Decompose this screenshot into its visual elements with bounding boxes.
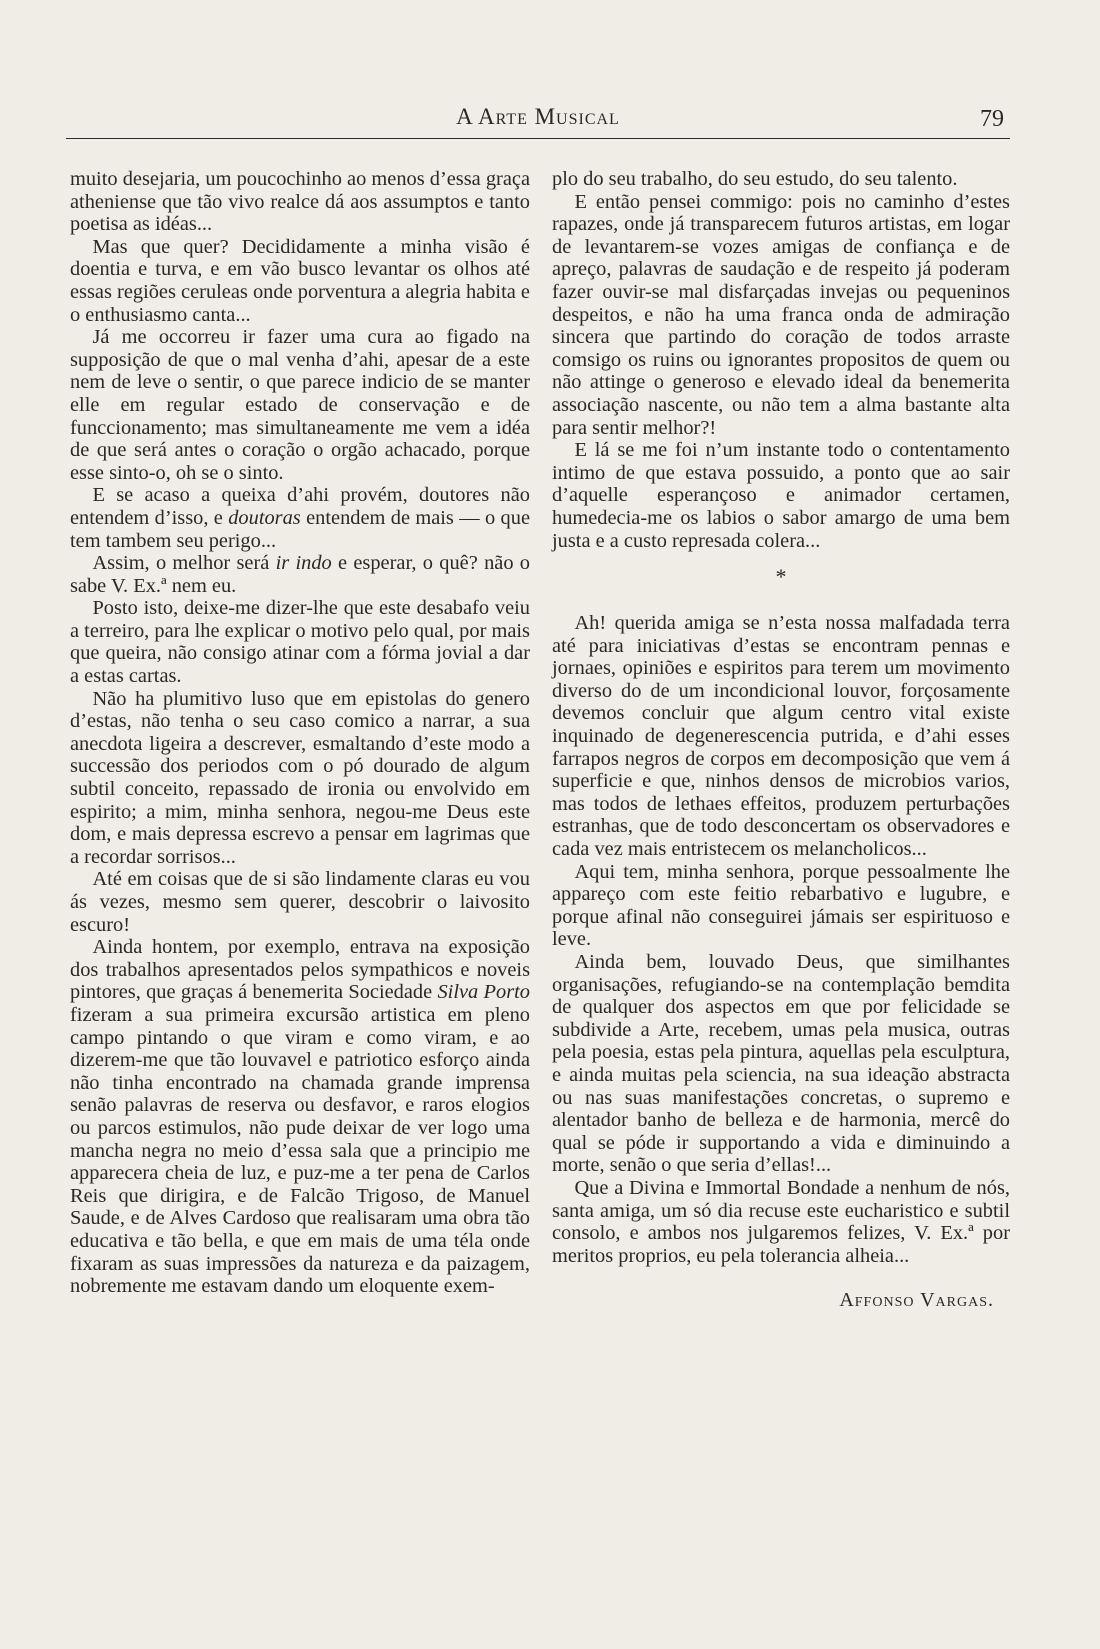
italic-text: doutoras	[228, 506, 301, 529]
author-signature: Affonso Vargas.	[839, 1289, 994, 1312]
left-column	[70, 168, 530, 1298]
paragraph: Até em coisas que de si são lindamente claras eu vou ás vezes, mesmo sem querer, descobrir o laivosito escuro!	[70, 868, 530, 936]
running-title: A Arte Musical	[456, 104, 620, 129]
paragraph: Já me occorreu ir fazer uma cura ao figado na supposição de que o mal venha d’ahi, apesar de a este nem de leve o sentir, o que parece indicio de se manter elle em regular estado de conservação e de funccionamento; mas simultaneamente me vem a idéa de que será antes o coração o orgão achacado, porque esse sinto-o, oh se o sinto.	[70, 326, 530, 484]
page-number: 79	[980, 106, 1004, 132]
paragraph: Ainda bem, louvado Deus, que similhantes organisações, refugiando-se na contemplação bemdita de qualquer dos aspectos em que por felicidade se subdivide a Arte, recebem, umas pela musica, outras pela poesia, estas pela pintura, aquellas pela esculptura, e ainda muitas pela sciencia, na sua ideação abstracta ou nas suas manifestações concretas, o supremo e alentador banho de belleza e de harmonia, mercê do qual se póde ir supportando a vida e diminuindo a morte, senão o que seria d’ellas!...	[552, 951, 1010, 1177]
paragraph: Ah! querida amiga se n’esta nossa malfadada terra até para iniciativas d’estas se encontram pennas e jornaes, opiniões e espiritos para terem um movimento diverso do de um incondicional louvor, forçosamente devemos concluir que algum centro vital existe inquinado de degenerescencia putrida, e d’ahi esses farrapos negros de corpos em decomposição que vem á superficie e que, ninhos densos de microbios varios, mas todos de lethaes effeitos, produzem perturbações estranhas, que de todo desconcertam os observadores e cada vez mais entristecem os melancholicos...	[552, 612, 1010, 861]
paragraph: E lá se me foi n’um instante todo o contentamento intimo de que estava possuido, a ponto que ao sair d’aquelle esperançoso e animador certamen, humedecia-me os labios o sabor amargo de uma bem justa e a custo represada colera...	[552, 439, 1010, 552]
paragraph: Aqui tem, minha senhora, porque pessoalmente lhe appareço com este feitio rebarbativo e lugubre, e porque afinal não conseguirei jámais ser espirituoso e leve.	[552, 860, 1010, 951]
paragraph	[70, 484, 530, 552]
running-header	[66, 98, 1010, 139]
paragraph: plo do seu trabalho, do seu estudo, do seu talento.	[552, 168, 958, 190]
paragraph: Posto isto, deixe-me dizer-lhe que este desabafo veiu a terreiro, para lhe explicar o motivo pelo qual, por mais que queira, não consigo atinar com a fórma jovial a dar a estas cartas.	[70, 597, 530, 688]
section-separator-asterisk: *	[775, 564, 787, 590]
right-column	[552, 168, 1010, 1312]
paragraph: Mas que quer? Decididamente a minha visão é doentia e turva, e em vão busco levantar os olhos até essas regiões ceruleas onde porventura a alegria habita e o enthusiasmo canta...	[70, 235, 530, 326]
text-run: E se acaso a queixa d’ahi provém, doutores não entendem d’isso, e	[70, 484, 530, 529]
text-run: e esperar, o quê? não o sabe V. Ex.ª nem eu.	[70, 552, 531, 597]
paragraph: muito desejaria, um poucochinho ao menos d’essa graça atheniense que tão vivo realce dá aos assumptos e tanto poetisa as idéas...	[70, 168, 530, 236]
text-run: Assim, o melhor será	[92, 552, 276, 575]
italic-text: ir indo	[275, 552, 332, 575]
paragraph: E então pensei commigo: pois no caminho d’estes rapazes, onde já transparecem futuros artistas, em logar de levantarem-se vozes amigas de confiança e de apreço, palavras de saudação e de respeito já poderam fazer ouvir-se mal disfarçadas invejas ou pequeninos despeitos, e não ha uma franca onda de admiração sincera que partindo do coração de todos arraste comsigo os ruins ou ignorantes propositos de quem ou não attinge o generoso e elevado ideal da benemerita associação nascente, ou não tem a alma bastante alta para sentir melhor?!	[552, 190, 1010, 439]
text-run: fizeram a sua primeira excursão artistica em pleno campo pintando o que viram e como viram, e ao dizerem-me que tão louvavel e patriotico esforço ainda não tinha encontrado na chamada grande imprensa senão palavras de reserva ou desfavor, e raros elogios ou parcos estimulos, não pude deixar de ver logo uma mancha negra no meio d’essa sala que a principio me apparecera cheia de luz, e puz-me a ter pena de Carlos Reis que dirigira, e de Falcão Trigoso, de Manuel Saude, e de Alves Cardoso que realisaram uma obra tão educativa e tão bella, e que em mais de uma téla onde fixaram as suas impressões da natureza e da paizagem, nobremente me estavam dando um eloquente exem-	[70, 1003, 530, 1298]
italic-text: Silva Porto	[437, 981, 530, 1004]
paragraph: Que a Divina e Immortal Bondade a nenhum de nós, santa amiga, um só dia recuse este eucharistico e subtil consolo, e ambos nos julgaremos felizes, V. Ex.ª por meritos proprios, eu pela tolerancia alheia...	[552, 1176, 1010, 1267]
paragraph	[70, 552, 530, 597]
paragraph	[70, 936, 530, 1298]
text-run: entendem de mais — o que tem tambem seu perigo...	[70, 506, 530, 552]
text-run: Ainda hontem, por exemplo, entrava na exposição dos trabalhos apresentados pelos sympathicos e noveis pintores, que graças á benemerita Sociedade	[70, 936, 530, 1004]
paragraph: Não ha plumitivo luso que em epistolas do genero d’estas, não tenha o seu caso comico a narrar, a sua anecdota ligeira a descrever, esmaltando d’este modo a successão dos periodos com o pó dourado de algum subtil conceito, repassado de ironia ou envolvido em espirito; a mim, minha senhora, negou-me Deus este dom, e mais depressa escrevo a pensar em lagrimas que a recordar sorrisos...	[70, 687, 530, 868]
